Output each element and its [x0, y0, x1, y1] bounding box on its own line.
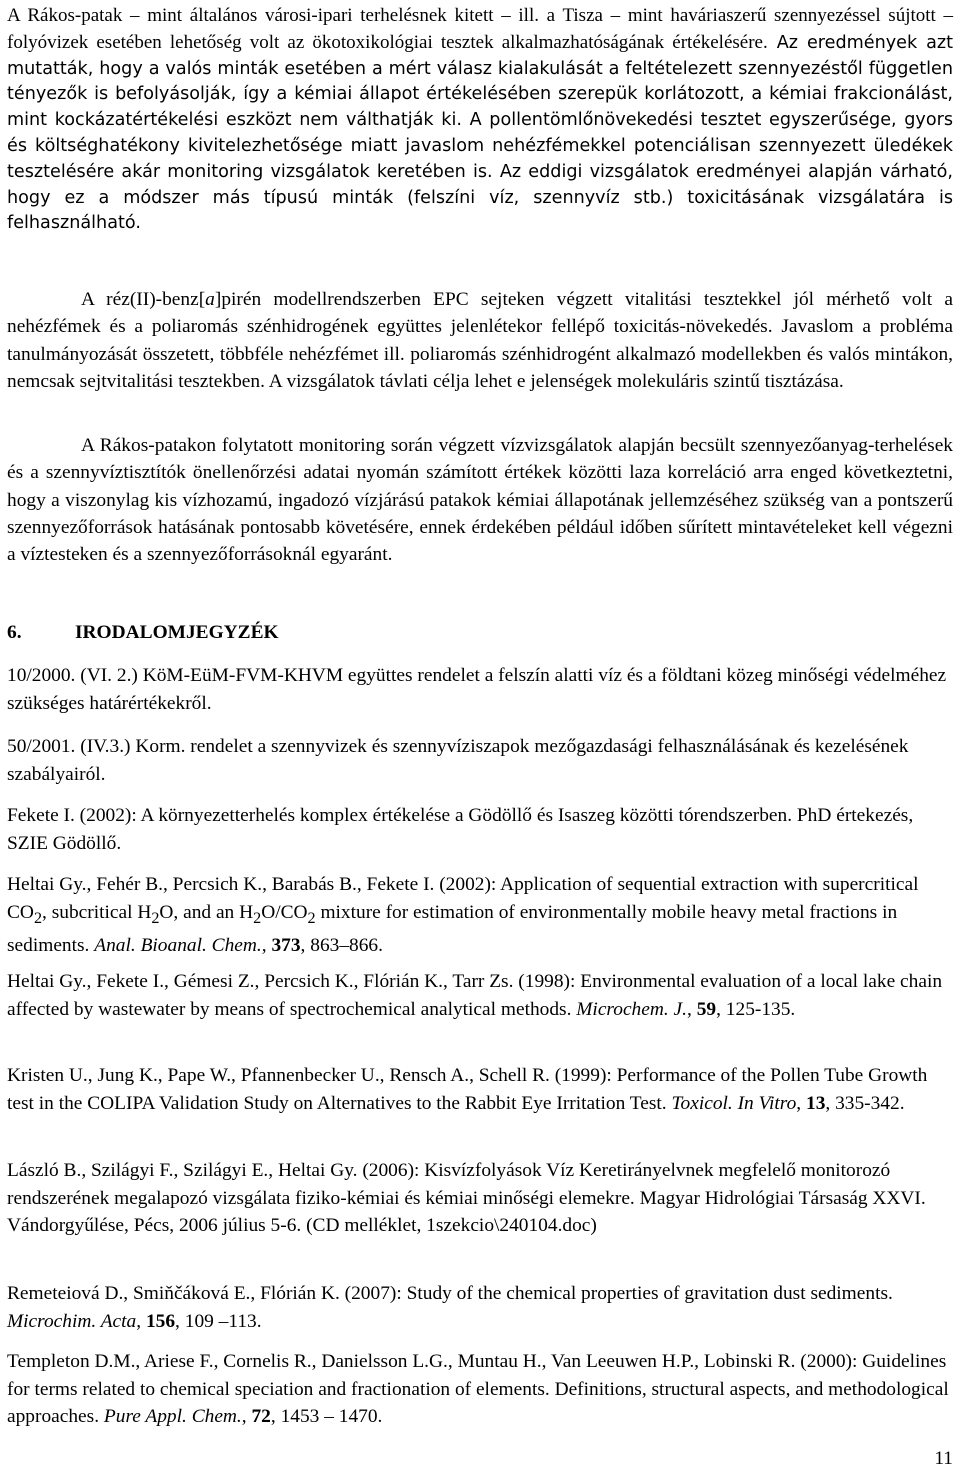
separator: ,	[241, 1406, 252, 1427]
reference-text: mixture for estimation of environmentally mobile heavy metal fractions in sediments.	[7, 901, 898, 956]
volume-number: 72	[251, 1406, 271, 1427]
paragraph-text: ]pirén modellrendszerben EPC sejteken végzett vitalitási tesztekkel jól mérhető volt a nehézfémek és a poliaromás szénhidrogének együttes jelenlétekor fellépő toxicitás-növekedés. Javaslom a probléma tanulmányozását összetett, többféle nehézfémet ill. poliaromás szénhidrogént alkalmazó modellekben és valós mintákon, nemcsak sejtvitalitási tesztekben. A vizsgálatok távlati célja lehet e jelenségek molekuláris szintű tisztázása.	[7, 289, 953, 392]
reference-item	[7, 1348, 953, 1431]
volume-number: 59	[696, 998, 717, 1020]
separator: ,	[796, 1092, 806, 1114]
reference-text: O, and an H	[159, 901, 254, 923]
reference-text: Heltai Gy., Fekete I., Gémesi Z., Percsich K., Flórián K., Tarr Zs. (1998): Environmental evaluation of a local lake chain affected by wastewater by means of spectrochemical analytical methods.	[7, 971, 943, 1020]
paragraph-monitoring: A Rákos-patakon folytatott monitoring során végzett vízvizsgálatok alapján becsült szennyezőanyag-terhelések és a szennyvíztisztítók önellenőrzési adatai nyomán számított értékek közötti laza korreláció arra enged következtetni, hogy a viszonylag kis vízhozamú, ingadozó vízjárású patakok kémiai állapotának jellemzéséhez szükség van a pontszerű szennyezőforrások hatásának pontosabb követésére, ennek érdekében például időben sűrített mintavételeket kell végezni a víztesteken és a szennyezőforrásoknál egyaránt.	[7, 435, 953, 566]
reference-item	[7, 968, 953, 1023]
reference-text: Kristen U., Jung K., Pape W., Pfannenbecker U., Rensch A., Schell R. (1999): Performance of the Pollen Tube Growth test in the COLIPA Validation Study on Alternatives to the Rabbit Eye Irritation Test.	[7, 1065, 928, 1114]
reference-text: Heltai Gy., Fehér B., Percsich K., Barabás B., Fekete I. (2002): Application of sequential extraction with supercritical CO	[7, 874, 919, 923]
reference-item: László B., Szilágyi F., Szilágyi E., Heltai Gy. (2006): Kisvízfolyások Víz Keretirányelvnek megfelelő monitorozó rendszerének megalapozó vizsgálata fiziko-kémiai és kémiai minőségi elemekre. Magyar Hidrológiai Társaság XXVI. Vándorgyűlése, Pécs, 2006 július 5-6. (CD melléklet, 1szekcio\240104.doc)	[7, 1160, 926, 1236]
reference-item	[7, 1062, 953, 1117]
paragraph-ecotox-results	[7, 3, 953, 237]
reference-text: Remeteiová D., Smiňčáková E., Flórián K. (2007): Study of the chemical properties of gravitation dust sediments.	[7, 1283, 893, 1304]
separator: ,	[261, 934, 272, 956]
paragraph-text: A réz(II)-benz[	[81, 289, 206, 310]
volume-number: 156	[145, 1310, 176, 1332]
paragraph-epc-cell-test	[7, 286, 953, 395]
reference-item	[7, 1280, 953, 1335]
page-range: , 863–866.	[300, 934, 383, 956]
reference-text: , subcritical H	[42, 901, 152, 923]
page-range: , 1453 – 1470.	[270, 1406, 383, 1427]
page-range: , 109 –113.	[175, 1310, 262, 1332]
journal-name: Anal. Bioanal. Chem.	[94, 934, 262, 956]
subscript: 2	[307, 909, 316, 927]
reference-item: 10/2000. (VI. 2.) KöM-EüM-FVM-KHVM együttes rendelet a felszín alatti víz és a földtani közeg minőségi védelméhez szükséges határértékekről.	[7, 665, 947, 714]
paragraph-text: Az eredmények azt mutatták, hogy a valós minták esetében a mért válasz kialakulását a feltételezett szennyezéstől független tényezők is befolyásolják, így a kémiai állapot értékelésében szerepük korlátozott, a kémiai frakcionálást, mint kockázatértékelési eszközt nem válthatják ki.	[7, 32, 954, 131]
separator: ,	[136, 1310, 146, 1332]
reference-text: Templeton D.M., Ariese F., Cornelis R., Danielsson L.G., Muntau H., Van Leeuwen H.P., Lobinski R. (2000): Guidelines for terms related to chemical speciation and fractionation of elements. Definitions, structural aspects, and methodological approaches.	[7, 1351, 949, 1427]
section-number: 6.	[7, 622, 22, 643]
reference-item	[7, 871, 953, 959]
section-heading	[7, 619, 279, 646]
paragraph-text: A pollentömlőnövekedési tesztet egyszerűsége, gyors és költséghatékony kivitelezhetősége miatt javaslom nehézfémekkel potenciálisan szennyezett üledékek tesztelésére akár monitoring vizsgálatok keretében is.	[7, 110, 954, 182]
section-title: IRODALOMJEGYZÉK	[75, 622, 279, 643]
reference-text: O/CO	[261, 901, 308, 923]
journal-name: Microchim. Acta	[7, 1310, 137, 1332]
paragraph-text: A Rákos-patak – mint általános városi-ipari terhelésnek kitett – ill. a Tisza – mint haváriaszerű szennyezéssel sújtott – folyóvizek esetében lehetőség volt az ökotoxikológiai tesztek alkalmazhatóságának értékelésére.	[7, 5, 953, 53]
reference-item: Fekete I. (2002): A környezetterhelés komplex értékelése a Gödöllő és Isaszeg közötti tórendszerben. PhD értekezés, SZIE Gödöllő.	[7, 805, 914, 854]
page-number: 11	[934, 1448, 953, 1469]
volume-number: 373	[271, 934, 301, 956]
page-range: , 335-342.	[825, 1092, 905, 1114]
separator: ,	[687, 998, 697, 1020]
journal-name: Microchem. J.	[576, 998, 688, 1020]
page-range: , 125-135.	[716, 998, 796, 1020]
subscript: 2	[151, 909, 160, 927]
reference-item: 50/2001. (IV.3.) Korm. rendelet a szennyvizek és szennyvíziszapok mezőgazdasági felhasználásának és kezelésének szabályairól.	[7, 736, 909, 785]
subscript: 2	[33, 909, 43, 927]
paragraph-italic: a	[205, 289, 215, 310]
paragraph-text: Az eddigi vizsgálatok eredményei alapján várható, hogy ez a módszer más típusú minták (felszíni víz, szennyvíz stb.) toxicitásának vizsgálatára is felhasználható.	[7, 161, 953, 234]
journal-name: Toxicol. In Vitro	[671, 1092, 797, 1114]
volume-number: 13	[806, 1092, 826, 1114]
journal-name: Pure Appl. Chem.	[103, 1406, 242, 1427]
subscript: 2	[253, 909, 262, 927]
